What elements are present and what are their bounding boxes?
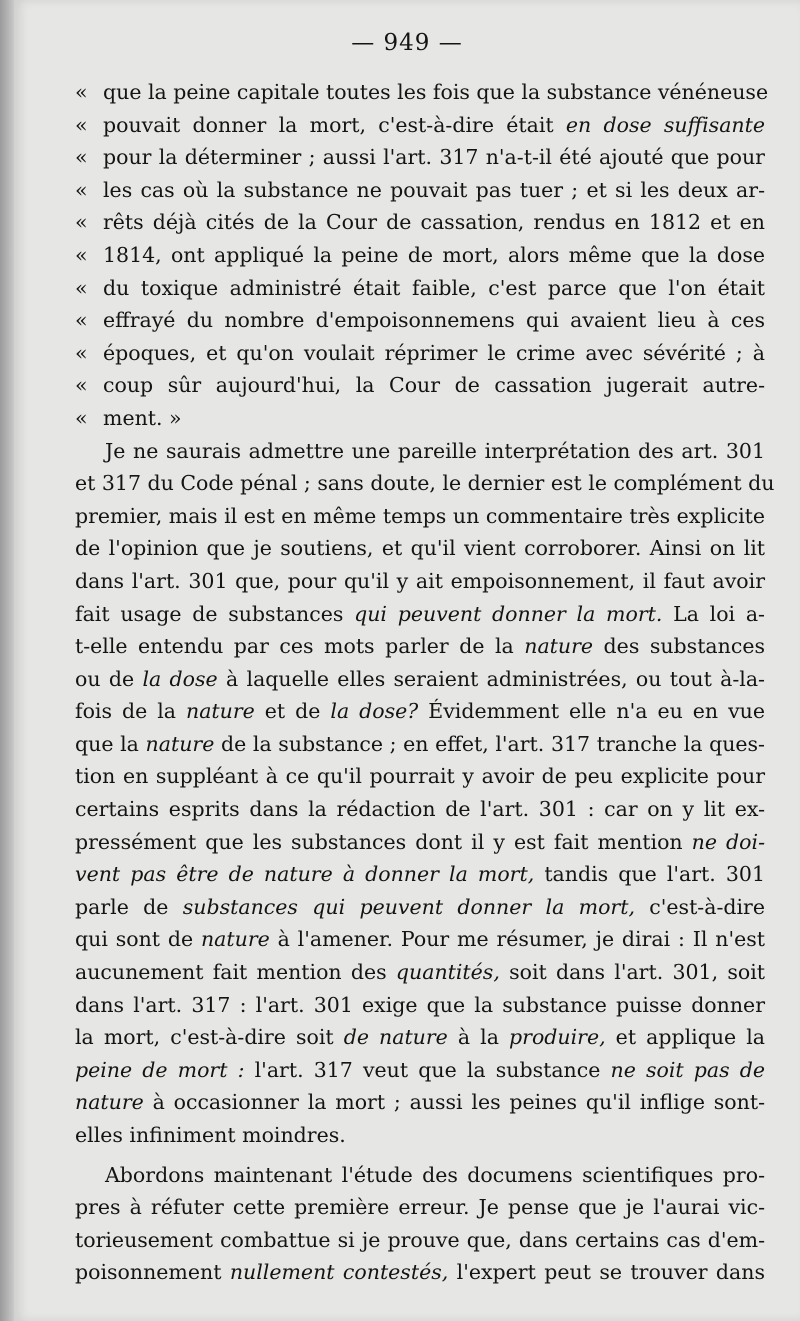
text-line <box>75 1159 765 1192</box>
text-run: soit dans l'art. 301, soit <box>499 960 766 985</box>
italic-text: la dose? <box>330 699 419 724</box>
text-line <box>75 272 765 305</box>
text-run: c'est-à-dire <box>634 894 765 919</box>
text-run: Je ne saurais admettre une pareille interprétation des art. 301 <box>105 438 765 463</box>
italic-text: nature <box>200 927 270 952</box>
text-run: que la peine capitale toutes les fois que la substance vénéneuse <box>103 80 769 104</box>
text-run: fait usage de substances <box>75 601 355 626</box>
text-run: à laquelle elles seraient administrées, ou tout à-la- <box>217 666 765 691</box>
text-run: t-elle entendu par ces mots parler de la <box>75 634 525 659</box>
text-line <box>75 76 769 109</box>
text-line <box>75 858 765 891</box>
italic-text: en dose suffisante <box>565 112 766 137</box>
italic-text: peine de mort : <box>75 1057 245 1082</box>
text-run: dans l'art. 317 : l'art. 301 exige que la substance puisse donner <box>75 992 765 1017</box>
italic-text: substances qui peuvent donner la mort, <box>182 894 635 919</box>
italic-text: la dose <box>142 666 218 691</box>
text-line <box>75 565 765 598</box>
text-run: Évidemment elle n'a eu en vue <box>418 699 765 724</box>
text-run: premier, mais il est en même temps un commentaire très explicite <box>75 503 765 528</box>
text-run: et de <box>254 699 331 724</box>
italic-text: qui peuvent donner la mort. <box>354 601 663 626</box>
text-line <box>75 956 765 989</box>
text-run: époques, et qu'on voulait réprimer le crime avec sévérité ; à <box>103 340 765 365</box>
text-run: à occasionner la mort ; aussi les peines qu'il inflige sont- <box>143 1090 765 1115</box>
text-run: aucunement fait mention des <box>75 960 396 985</box>
text-run: qui sont de <box>75 927 201 952</box>
text-run: tion en suppléant à ce qu'il pourrait y avoir de peu explicite pour <box>75 764 765 789</box>
text-line <box>75 141 765 174</box>
quote-mark: « <box>75 242 88 267</box>
text-line <box>75 402 765 435</box>
italic-text: vent pas être de nature à donner la mort, <box>75 862 535 887</box>
text-line <box>75 989 765 1022</box>
text-run: de la substance ; en effet, l'art. 317 tranche la ques- <box>214 731 765 756</box>
text-run: effrayé du nombre d'empoisonnemens qui avaient lieu à ces <box>103 308 765 333</box>
text-line <box>75 206 765 239</box>
italic-text: ne doi- <box>691 829 765 854</box>
text-run: torieusement combattue si je prouve que, dans certains cas d'em- <box>75 1227 765 1252</box>
text-line <box>75 174 765 207</box>
text-run: et applique la <box>605 1025 765 1050</box>
text-run: tandis que l'art. 301 <box>534 862 766 887</box>
text-line <box>75 239 765 272</box>
scan-edge <box>0 0 14 1321</box>
page-number: — 949 — <box>351 30 463 56</box>
italic-text: nullement contestés, <box>229 1260 449 1285</box>
paragraph-gap <box>75 1152 765 1159</box>
italic-text: nature <box>186 699 255 724</box>
body-text <box>75 76 775 1289</box>
text-run: fois de la <box>75 699 186 724</box>
text-line <box>75 826 765 859</box>
text-run: la mort, c'est-à-dire soit <box>75 1025 344 1050</box>
text-run: elles infiniment moindres. <box>75 1123 346 1147</box>
text-run: du toxique administré était faible, c'est parce que l'on était <box>103 275 765 300</box>
text-run: l'expert peut se trouver dans <box>448 1260 765 1285</box>
text-run: dans l'art. 301 que, pour qu'il y ait empoisonnement, il faut avoir <box>75 568 765 593</box>
text-run: pour la déterminer ; aussi l'art. 317 n'a-t-il été ajouté que pour <box>103 145 765 170</box>
text-run: pouvait donner la mort, c'est-à-dire était <box>103 112 566 137</box>
text-run: ou de <box>75 666 143 691</box>
text-run: ment. » <box>103 405 182 430</box>
italic-text: ne soit pas de <box>610 1057 765 1082</box>
text-line <box>75 532 765 565</box>
text-line <box>75 467 775 500</box>
text-line <box>75 109 765 142</box>
quote-mark: « <box>75 210 88 235</box>
text-run: pressément que les substances dont il y est fait mention <box>75 829 692 854</box>
quote-mark: « <box>75 177 88 202</box>
text-line <box>75 1256 765 1289</box>
text-line <box>75 793 765 826</box>
text-run: poisonnement <box>75 1260 230 1285</box>
text-run: pres à réfuter cette première erreur. Je pense que je l'aurai vic- <box>75 1195 765 1220</box>
book-page <box>14 0 800 1321</box>
text-run: parle de <box>75 894 183 919</box>
text-line <box>75 760 765 793</box>
quote-mark: « <box>75 308 88 333</box>
text-line <box>75 1054 765 1087</box>
text-line <box>75 891 765 924</box>
text-line <box>75 304 765 337</box>
text-run: de l'opinion que je soutiens, et qu'il vient corroborer. Ainsi on lit <box>75 536 765 561</box>
text-line <box>75 1119 765 1152</box>
text-run: à la <box>447 1025 510 1050</box>
italic-text: quantités, <box>395 960 500 985</box>
text-line <box>75 630 765 663</box>
italic-text: nature <box>145 731 215 756</box>
text-run: l'art. 317 veut que la substance <box>244 1057 611 1082</box>
quote-mark: « <box>75 112 88 137</box>
text-run: rêts déjà cités de la Cour de cassation, rendus en 1812 et en <box>103 210 765 235</box>
text-line <box>75 695 765 728</box>
quote-mark: « <box>75 275 88 300</box>
text-line <box>75 1021 765 1054</box>
quote-mark: « <box>75 145 88 170</box>
text-run: 1814, ont appliqué la peine de mort, alors même que la dose <box>103 242 765 267</box>
italic-text: nature <box>524 634 594 659</box>
text-run: des substances <box>593 634 765 659</box>
italic-text: de nature <box>343 1025 448 1050</box>
text-line <box>75 923 765 956</box>
text-line <box>75 1191 765 1224</box>
text-run: les cas où la substance ne pouvait pas tuer ; et si les deux ar- <box>103 177 765 202</box>
text-line <box>75 337 765 370</box>
text-line <box>75 728 765 761</box>
text-line <box>75 500 765 533</box>
text-run: Abordons maintenant l'étude des documens scientifiques pro- <box>105 1162 765 1187</box>
text-line <box>75 435 765 468</box>
text-run: et 317 du Code pénal ; sans doute, le dernier est le complément du <box>75 471 775 496</box>
text-run: certains esprits dans la rédaction de l'art. 301 : car on y lit ex- <box>75 797 765 822</box>
quote-mark: « <box>75 373 88 398</box>
text-run: que la <box>75 731 146 756</box>
text-run: La loi a- <box>662 601 765 626</box>
quote-mark: « <box>75 405 88 430</box>
text-line <box>75 369 765 402</box>
text-line <box>75 598 765 631</box>
quote-mark: « <box>75 80 88 104</box>
text-line <box>75 1224 765 1257</box>
text-line <box>75 663 765 696</box>
text-line <box>75 1086 765 1119</box>
quote-mark: « <box>75 340 88 365</box>
italic-text: produire, <box>509 1025 606 1050</box>
text-run: à l'amener. Pour me résumer, je dirai : Il n'est <box>269 927 765 952</box>
italic-text: nature <box>75 1090 144 1115</box>
text-run: coup sûr aujourd'hui, la Cour de cassation jugerait autre- <box>103 373 765 398</box>
